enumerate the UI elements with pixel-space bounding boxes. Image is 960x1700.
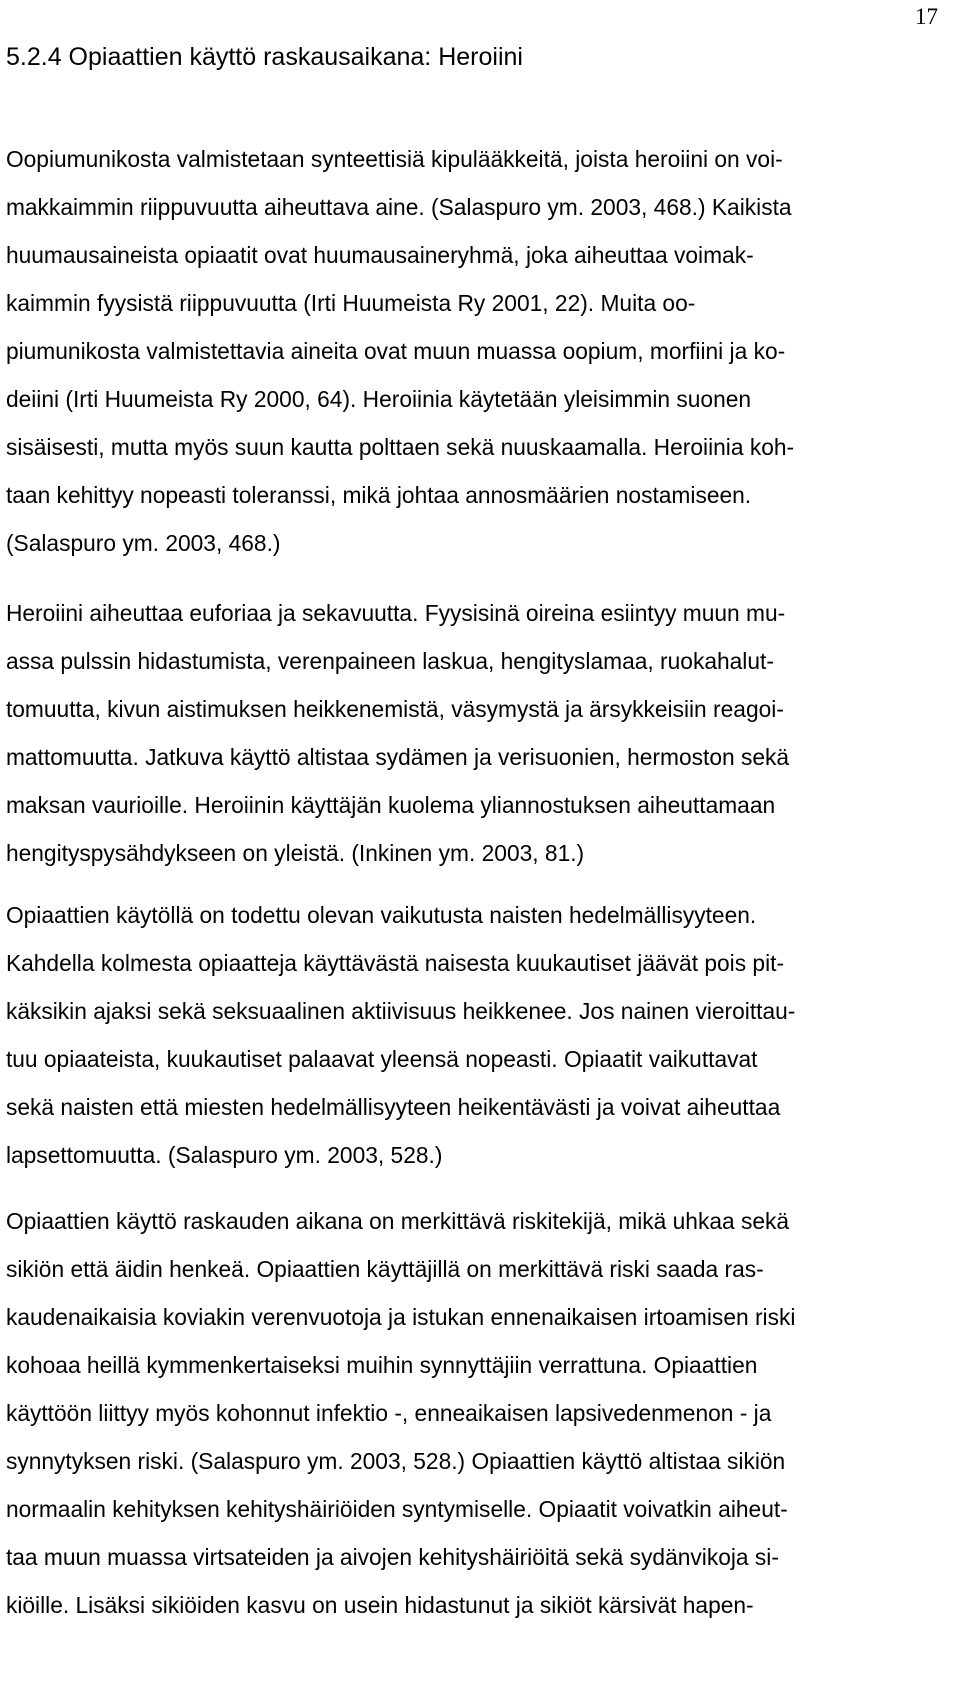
paragraph-line: (Salaspuro ym. 2003, 468.) bbox=[5, 530, 281, 556]
section-heading: 5.2.4 Opiaattien käyttö raskausaikana: Heroiini bbox=[6, 43, 523, 71]
paragraph-line: makkaimmin riippuvuutta aiheuttava aine. (Salaspuro ym. 2003, 468.) Kaikista bbox=[5, 194, 792, 220]
paragraph-line: huumausaineista opiaatit ovat huumausaineryhmä, joka aiheuttaa voimak- bbox=[5, 242, 754, 268]
paragraph-line: Heroiini aiheuttaa euforiaa ja sekavuutta. Fyysisinä oireina esiintyy muun mu- bbox=[5, 600, 786, 626]
paragraph-3 bbox=[0, 891, 960, 1179]
paragraph-line: hengityspysähdykseen on yleistä. (Inkinen ym. 2003, 81.) bbox=[5, 840, 585, 866]
paragraph-line: kaudenaikaisia koviakin verenvuotoja ja istukan ennenaikaisen irtoamisen riski bbox=[5, 1304, 796, 1330]
paragraph-line: piumunikosta valmistettavia aineita ovat muun muassa oopium, morfiini ja ko- bbox=[5, 338, 786, 364]
paragraph-line: kiöille. Lisäksi sikiöiden kasvu on usein hidastunut ja sikiöt kärsivät hapen- bbox=[5, 1592, 754, 1618]
paragraph-1 bbox=[0, 135, 960, 567]
paragraph-line: sikiön että äidin henkeä. Opiaattien käyttäjillä on merkittävä riski saada ras- bbox=[5, 1256, 764, 1282]
paragraph-line: normaalin kehityksen kehityshäiriöiden syntymiselle. Opiaatit voivatkin aiheut- bbox=[5, 1496, 788, 1522]
paragraph-line: taan kehittyy nopeasti toleranssi, mikä johtaa annosmäärien nostamiseen. bbox=[5, 482, 752, 508]
paragraph-line: deiini (Irti Huumeista Ry 2000, 64). Heroiinia käytetään yleisimmin suonen bbox=[5, 386, 752, 412]
paragraph-line: sisäisesti, mutta myös suun kautta polttaen sekä nuuskaamalla. Heroiinia koh- bbox=[5, 434, 795, 460]
paragraph-line: kohoaa heillä kymmenkertaiseksi muihin synnyttäjiin verrattuna. Opiaattien bbox=[5, 1352, 758, 1378]
paragraph-line: käyttöön liittyy myös kohonnut infektio -, enneaikaisen lapsivedenmenon - ja bbox=[5, 1400, 772, 1426]
paragraph-line: kaimmin fyysistä riippuvuutta (Irti Huumeista Ry 2001, 22). Muita oo- bbox=[5, 290, 696, 316]
paragraph-line: Opiaattien käytöllä on todettu olevan vaikutusta naisten hedelmällisyyteen. bbox=[5, 902, 757, 928]
page-number: 17 bbox=[915, 4, 938, 29]
paragraph-line: lapsettomuutta. (Salaspuro ym. 2003, 528.) bbox=[5, 1142, 443, 1168]
paragraph-line: synnytyksen riski. (Salaspuro ym. 2003, 528.) Opiaattien käyttö altistaa sikiön bbox=[5, 1448, 786, 1474]
paragraph-line: Kahdella kolmesta opiaatteja käyttävästä naisesta kuukautiset jäävät pois pit- bbox=[5, 950, 785, 976]
paragraph-line: Oopiumunikosta valmistetaan synteettisiä kipulääkkeitä, joista heroiini on voi- bbox=[5, 146, 783, 172]
paragraph-line: assa pulssin hidastumista, verenpaineen laskua, hengityslamaa, ruokahalut- bbox=[5, 648, 774, 674]
paragraph-line: maksan vaurioille. Heroiinin käyttäjän kuolema yliannostuksen aiheuttamaan bbox=[5, 792, 776, 818]
paragraph-4 bbox=[0, 1197, 960, 1629]
paragraph-line: mattomuutta. Jatkuva käyttö altistaa sydämen ja verisuonien, hermoston sekä bbox=[5, 744, 790, 770]
paragraph-line: Opiaattien käyttö raskauden aikana on merkittävä riskitekijä, mikä uhkaa sekä bbox=[5, 1208, 790, 1234]
paragraph-line: taa muun muassa virtsateiden ja aivojen kehityshäiriöitä sekä sydänvikoja si- bbox=[5, 1544, 779, 1570]
paragraph-line: käksikin ajaksi sekä seksuaalinen aktiivisuus heikkenee. Jos nainen vieroittau- bbox=[5, 998, 796, 1024]
paragraph-2 bbox=[0, 589, 960, 877]
paragraph-line: tomuutta, kivun aistimuksen heikkenemistä, väsymystä ja ärsykkeisiin reagoi- bbox=[5, 696, 784, 722]
paragraph-line: tuu opiaateista, kuukautiset palaavat yleensä nopeasti. Opiaatit vaikuttavat bbox=[5, 1046, 758, 1072]
paragraph-line: sekä naisten että miesten hedelmällisyyteen heikentävästi ja voivat aiheuttaa bbox=[5, 1094, 781, 1120]
